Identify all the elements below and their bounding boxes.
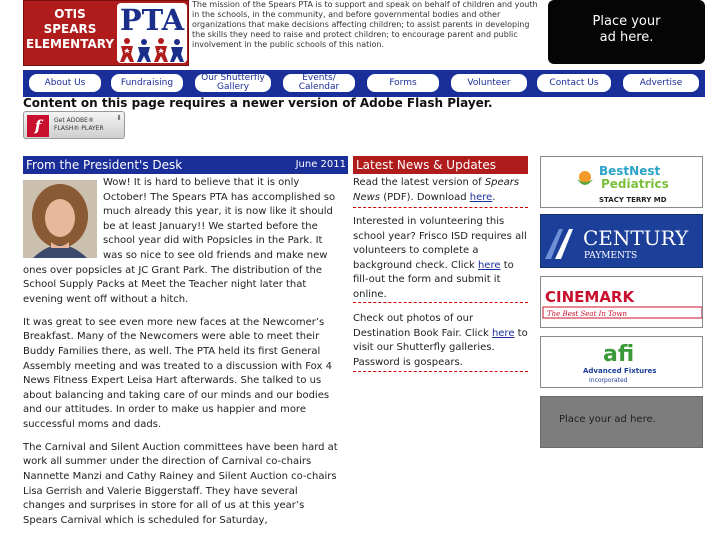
news-item-3-text-2: to visit our Shutterfly galleries. Password is gospears. <box>353 327 528 368</box>
top-ad-line-1: Place your <box>592 14 661 29</box>
cinemark-tagline: The Best Seat In Town <box>547 310 627 318</box>
news-item-volunteer <box>353 215 528 303</box>
news-item-spears-news <box>353 176 528 208</box>
president-letter <box>23 176 341 537</box>
bestnest-doctor: STACY TERRY MD <box>599 196 667 204</box>
logo-pta-box <box>117 3 187 63</box>
bestnest-logo <box>541 157 703 208</box>
flash-required-message: Content on this page requires a newer version of Adobe Flash Player. <box>23 96 493 110</box>
nav-fundraising[interactable]: Fundraising <box>111 74 183 92</box>
cinemark-name: CINEMARK <box>545 288 635 306</box>
bestnest-pediatrics: Pediatrics <box>601 177 669 191</box>
president-paragraph-3: The Carnival and Silent Auction committees have been hard at work all summer under the direction of Carnival co-chairs Nannette Manzi and Cathy Rainey and Silent Auction co-chairs Lisa Gerrish and Valerie Biggerstaff. They have several changes and surprises in store for all of us at this year’s Spears Carnival which is scheduled for Saturday, <box>23 441 338 526</box>
nav-advertise[interactable]: Advertise <box>623 74 699 92</box>
nav-about-us[interactable]: About Us <box>29 74 101 92</box>
ad-placeholder[interactable] <box>540 396 703 448</box>
download-arrow-icon: ⬇ <box>116 114 122 122</box>
header <box>23 0 705 66</box>
news-item-2-text-2: to fill-out the form and submit it online. <box>353 259 514 300</box>
logo-line-3: ELEMENTARY <box>26 37 115 51</box>
background-check-link[interactable]: here <box>477 259 501 271</box>
afi-name: afi <box>603 342 635 367</box>
logo-line-2: SPEARS <box>43 22 97 36</box>
get-flash-player-button[interactable] <box>23 111 125 139</box>
news-item-1-text: Read the latest version of <box>353 177 485 188</box>
afi-full-name: Advanced Fixtures <box>583 367 657 375</box>
logo-line-1: OTIS <box>54 7 86 21</box>
top-ad-banner[interactable] <box>548 0 705 64</box>
nav-events-calendar[interactable]: Events/ Calendar <box>283 74 355 92</box>
century-name: CENTURY <box>583 226 689 250</box>
news-item-3-text: Check out photos of our Destination Book Fair. Click <box>353 313 492 339</box>
ad-century-payments[interactable] <box>540 214 703 268</box>
flash-icon: f <box>27 115 49 137</box>
afi-logo <box>541 337 703 388</box>
flash-badge-line-2: FLASH® PLAYER <box>54 125 104 132</box>
president-section-header <box>23 156 348 174</box>
nav-volunteer[interactable]: Volunteer <box>451 74 527 92</box>
century-payments: PAYMENTS <box>584 251 638 261</box>
flash-badge-line-1: Get ADOBE® <box>54 117 94 124</box>
nav-contact-us[interactable]: Contact Us <box>537 74 611 92</box>
news-item-1-text-3: . <box>492 191 496 203</box>
site-logo[interactable] <box>23 0 189 66</box>
cinemark-logo <box>541 277 703 328</box>
flash-badge-text <box>54 117 104 133</box>
ad-bestnest-pediatrics[interactable] <box>540 156 703 208</box>
president-section-date: June 2011 <box>295 159 346 170</box>
news-section-title: Latest News & Updates <box>353 156 528 174</box>
mission-statement: The mission of the Spears PTA is to support and speak on behalf of children and youth in the schools, in the community, and before governmental bodies and other organizations that make decisions affecting children; to assist parents in developing the skills they need to raise and protect children; to encourage parent and public involvement in the public schools of this nation. <box>192 0 538 49</box>
president-paragraph-1: Wow! It is hard to believe that it is only October! The Spears PTA has accomplished so much already this year, it is now like it should be at least January!! We started before the school year did with Popsicles in the Park. It was so nice to see old friends and make new ones over popsicles at JC Grant Park. The distribution of the School Supply Packs at Meet the Teacher night later that evening went off without a hitch. <box>23 177 336 305</box>
top-ad-line-2: ad here. <box>599 30 654 45</box>
president-section-title: From the President's Desk <box>26 158 183 172</box>
century-payments-logo <box>541 215 703 268</box>
shutterfly-gallery-link[interactable]: here <box>491 327 515 339</box>
ad-advanced-fixtures[interactable] <box>540 336 703 388</box>
spears-news-download-link[interactable]: here <box>469 191 493 203</box>
nav-shutterfly-gallery[interactable]: Our Shutterfly Gallery <box>195 74 271 92</box>
pta-figures-icon <box>119 37 185 63</box>
main-nav <box>23 70 705 97</box>
news-item-1-title: Spears News <box>353 177 520 203</box>
logo-pta-text: PTA <box>119 3 185 37</box>
news-item-book-fair <box>353 312 528 372</box>
ad-placeholder-text: Place your ad here. <box>559 414 656 425</box>
ad-cinemark[interactable] <box>540 276 703 328</box>
president-paragraph-2: It was great to see even more new faces at the Newcomer’s Breakfast. Many of the Newcomers were able to meet their Buddy Families there, as well. The PTA held its first General Assembly meeting and was treated to a discussion with Fox 4 News Fitness Expert Leisa Hart afterwards. She talked to us about balancing and taking care of our minds and our bodies and our attitudes. In order to make us happier and more successful moms and dads. <box>23 316 332 430</box>
bestnest-name: BestNest <box>599 164 661 178</box>
news-item-2-text: Interested in volunteering this school year? Frisco ISD requires all volunteers to complete a background check. Click <box>353 216 527 271</box>
afi-incorporated: Incorporated <box>589 377 628 384</box>
logo-school-name <box>26 7 114 52</box>
news-item-1-text-2: (PDF). Download <box>380 191 470 203</box>
nav-forms[interactable]: Forms <box>367 74 439 92</box>
